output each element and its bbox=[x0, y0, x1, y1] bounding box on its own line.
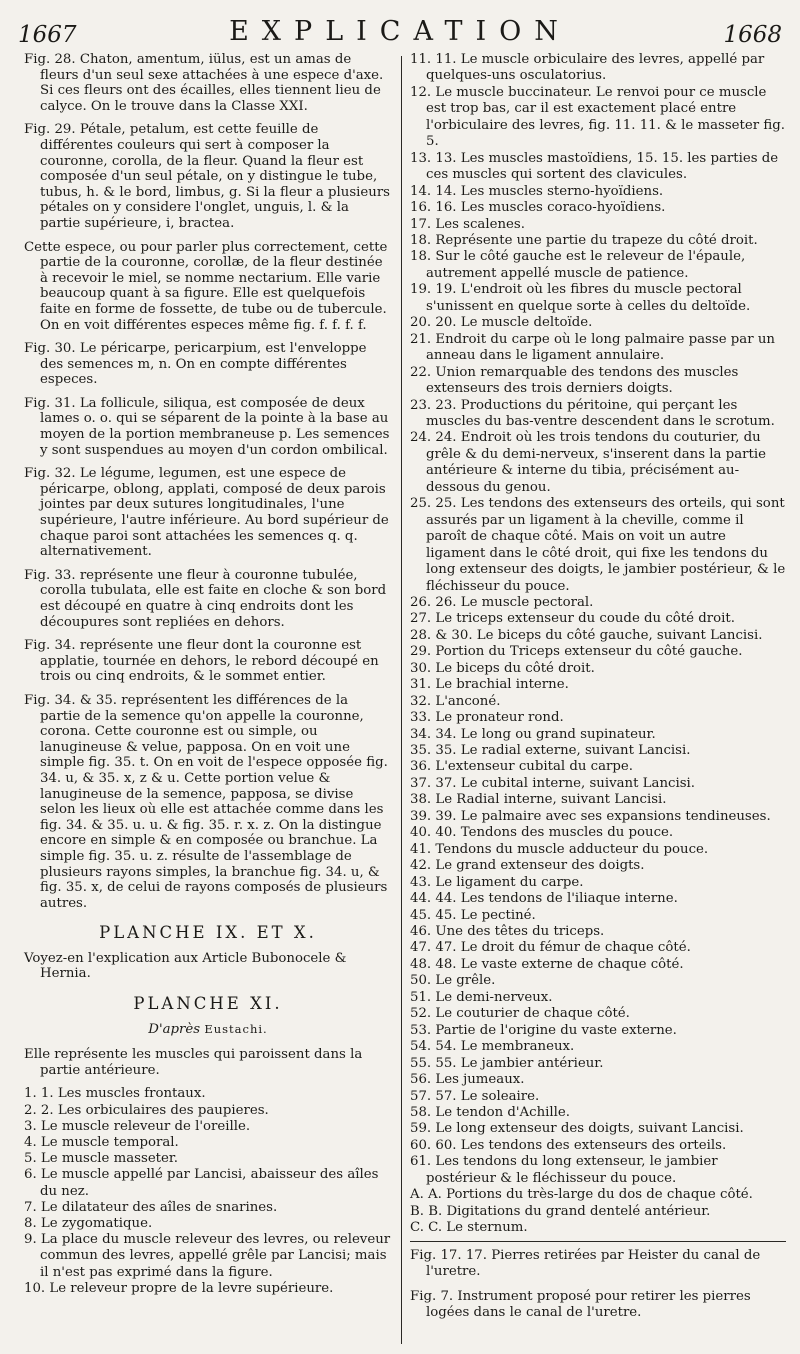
legend-entry: 45. 45. Le pectiné. bbox=[410, 907, 536, 923]
legend-entry: 58. Le tendon d'Achille. bbox=[410, 1105, 571, 1120]
nectarium-paragraph: Cette espece, ou pour parler plus correctement, cette partie de la couronne, corollæ, de la fleur destinée à recevoir le miel, se nomme nectarium. Elle varie beaucoup quant à sa figure. Elle est quelquefois faite en forme de fossette, de tube ou de tubercule. On en voit différentes especes même fig. f. f. f. f. bbox=[24, 239, 388, 333]
fig-32-paragraph: Fig. 32. Le légume, legumen, est une espece de péricarpe, oblong, applati, composé de deux parois jointes par deux sutures longitudinales, l'une supérieure, l'autre inférieure. Au bord supérieur de chaque paroi sont attachées les semences q. q. alternativement. bbox=[24, 466, 389, 560]
legend-entry: 36. L'extenseur cubital du carpe. bbox=[410, 759, 634, 775]
legend-entry: 61. Les tendons du long extenseur, le jambier postérieur & le fléchisseur du pouce. bbox=[410, 1154, 718, 1186]
legend-entry: B. B. Digitations du grand dentelé antérieur. bbox=[410, 1203, 711, 1219]
legend-entry: 18. Représente une partie du trapeze du côté droit. bbox=[410, 232, 758, 248]
source-attribution bbox=[24, 1022, 392, 1038]
legend-entry: 34. 34. Le long ou grand supinateur. bbox=[410, 726, 656, 742]
legend-entry: 50. Le grêle. bbox=[410, 973, 496, 989]
legend-entry: 18. Sur le côté gauche est le releveur de l'épaule, autrement appellé muscle de patience. bbox=[410, 249, 746, 281]
legend-entry: 17. Les scalenes. bbox=[410, 216, 525, 232]
legend-entry: 30. Le biceps du côté droit. bbox=[410, 660, 595, 676]
legend-entry: 5. Le muscle masseter. bbox=[24, 1151, 179, 1167]
legend-entry: 28. & 30. Le biceps du côté gauche, suivant Lancisi. bbox=[410, 627, 763, 643]
legend-entry: 35. 35. Le radial externe, suivant Lancisi. bbox=[410, 743, 691, 759]
legend-entry: 59. Le long extenseur des doigts, suivant Lancisi. bbox=[410, 1121, 744, 1137]
legend-entry: 46. Une des têtes du triceps. bbox=[410, 924, 605, 940]
legend-entry: 53. Partie de l'origine du vaste externe. bbox=[410, 1022, 677, 1038]
legend-entry: 42. Le grand extenseur des doigts. bbox=[410, 858, 645, 874]
fig-29-paragraph: Fig. 29. Pétale, petalum, est cette feuille de différentes couleurs qui sert à composer la couronne, corolla, de la fleur. Quand la fleur est composée d'un seul pétale, on y distingue le tube, tubus, h. & le bord, limbus, g. Si la fleur a plusieurs pétales on y considere l'onglet, unguis, l. & la partie supérieure, i, bractea. bbox=[24, 122, 391, 231]
planche-xi-heading: PLANCHE XI. bbox=[133, 994, 283, 1014]
legend-entry: 6. Le muscle appellé par Lancisi, abaisseur des aîles du nez. bbox=[24, 1167, 379, 1199]
legend-entry: 2. 2. Les orbiculaires des paupieres. bbox=[24, 1102, 269, 1118]
legend-entry: 9. La place du muscle releveur des levres, ou releveur commun des levres, appellé grêle par Lancisi; mais il n'est pas exprimé dans la figure. bbox=[24, 1232, 391, 1280]
legend-entry: 41. Tendons du muscle adducteur du pouce. bbox=[410, 841, 709, 857]
column-divider bbox=[401, 56, 402, 1344]
legend-entry: 23. 23. Productions du péritoine, qui perçant les muscles du bas-ventre descendent dans le scrotum. bbox=[410, 397, 775, 429]
legend-entry: 25. 25. Les tendons des extenseurs des orteils, qui sont assurés par un ligament à la cheville, comme il paroît de chaque côté. Mais on voit un autre ligament dans le côté droit, qui fixe les tendons du long extenseur des doigts, le jambier postérieur, & le fléchisseur du pouce. bbox=[410, 496, 786, 594]
legend-entry: 14. 14. Les muscles sterno-hyoïdiens. bbox=[410, 183, 664, 199]
legend-entry: 20. 20. Le muscle deltoïde. bbox=[410, 315, 593, 331]
fig-34-paragraph: Fig. 34. représente une fleur dont la couronne est applatie, tournée en dehors, le rebord découpé en trois ou cinq endroits, & le sommet entier. bbox=[24, 638, 379, 685]
page-header bbox=[18, 16, 782, 52]
figure-note: Fig. 17. 17. Pierres retirées par Heister du canal de l'uretre. bbox=[410, 1247, 761, 1280]
fig-31-paragraph: Fig. 31. La follicule, siliqua, est composée de deux lames o. o. qui se séparent de la pointe à la base au moyen de la portion membraneuse p. Les semences y sont suspendues au moyen d'un cordon ombilical. bbox=[24, 395, 390, 458]
legend-entry: 43. Le ligament du carpe. bbox=[410, 874, 584, 890]
legend-entry: 39. 39. Le palmaire avec ses expansions tendineuses. bbox=[410, 808, 771, 824]
legend-entry: 57. 57. Le soleaire. bbox=[410, 1088, 540, 1104]
see-also-note: Voyez-en l'explication aux Article Bubonocele & Hernia. bbox=[24, 950, 347, 982]
legend-entry: 40. 40. Tendons des muscles du pouce. bbox=[410, 825, 674, 841]
spacer bbox=[410, 1281, 786, 1289]
left-page-number: 1667 bbox=[18, 22, 77, 48]
legend-entry: 1. 1. Les muscles frontaux. bbox=[24, 1086, 206, 1102]
legend-entry: 44. 44. Les tendons de l'iliaque interne. bbox=[410, 891, 678, 907]
legend-entry: 27. Le triceps extenseur du coude du côté droit. bbox=[410, 611, 735, 627]
fig-28-paragraph: Fig. 28. Chaton, amentum, iülus, est un amas de fleurs d'un seul sexe attachées à une espece d'axe. Si ces fleurs ont des écailles, elles tiennent lieu de calyce. On le trouve dans la Classe XXI. bbox=[24, 52, 384, 114]
source-prefix: D'après bbox=[148, 1021, 205, 1037]
legend-entry: 54. 54. Le membraneux. bbox=[410, 1039, 575, 1055]
legend-entry: 33. Le pronateur rond. bbox=[410, 710, 564, 726]
legend-entry: 48. 48. Le vaste externe de chaque côté. bbox=[410, 956, 684, 972]
legend-entry: 24. 24. Endroit où les trois tendons du couturier, du grêle & du demi-nerveux, s'inserent dans la partie antérieure & interne du tibia, précisément au-dessous du genou. bbox=[410, 430, 766, 495]
legend-entry: 51. Le demi-nerveux. bbox=[410, 989, 553, 1005]
legend-entry: 31. Le brachial interne. bbox=[410, 677, 569, 693]
legend-entry: C. C. Le sternum. bbox=[410, 1220, 528, 1236]
figure-note: Fig. 7. Instrument proposé pour retirer les pierres logées dans le canal de l'uretre. bbox=[410, 1288, 751, 1320]
fig-34-35-paragraph: Fig. 34. & 35. représentent les différences de la partie de la semence qu'on appelle la couronne, corona. Cette couronne est ou simple, ou lanugineuse & velue, papposa. On en voit une simple fig. 35. t. On en voit de l'espece opposée fig. 34. u, & 35. x, z & u. Cette portion velue & lanugineuse de la semence, papposa, se divise selon les lieux où elle est attachée comme dans les fig. 34. & 35. u. u. & fig. 35. r. x. z. On la distingue encore en simple & en composée ou branchue. La simple fig. 35. u. z. résulte de l'assemblage de plusieurs rayons simples, la branchue fig. 34. u, & fig. 35. x, de celui de rayons composés de plusieurs autres. bbox=[24, 692, 388, 911]
section-rule bbox=[410, 1241, 786, 1242]
fig-33-paragraph: Fig. 33. représente une fleur à couronne tubulée, corolla tubulata, elle est faite en cloche & son bord est découpé en quatre à cinq endroits dont les découpures sont repliées en dehors. bbox=[24, 567, 387, 630]
legend-entry: 16. 16. Les muscles coraco-hyoïdiens. bbox=[410, 200, 666, 216]
legend-entry: 32. L'anconé. bbox=[410, 693, 501, 709]
legend-entry: 22. Union remarquable des tendons des muscles extenseurs des trois derniers doigts. bbox=[410, 364, 739, 397]
legend-entry: 47. 47. Le droit du fémur de chaque côté. bbox=[410, 940, 691, 956]
legend-entry: 12. Le muscle buccinateur. Le renvoi pour ce muscle est trop bas, car il est exactement placé entre l'orbiculaire des levres, fig. 11. 11. & le masseter fig. 5. bbox=[410, 84, 785, 150]
legend-entry: 60. 60. Les tendons des extenseurs des orteils. bbox=[410, 1137, 727, 1153]
legend-entry: 37. 37. Le cubital interne, suivant Lancisi. bbox=[410, 775, 696, 791]
right-page-number: 1668 bbox=[723, 22, 782, 48]
planche-ix-x-heading: PLANCHE IX. ET X. bbox=[99, 923, 317, 943]
legend-entry: 29. Portion du Triceps extenseur du côté gauche. bbox=[410, 644, 743, 660]
page-title: EXPLICATION bbox=[229, 16, 571, 47]
legend-entry: 3. Le muscle releveur de l'oreille. bbox=[24, 1118, 251, 1134]
legend-entry: A. A. Portions du très-large du dos de chaque côté. bbox=[410, 1187, 753, 1203]
left-column bbox=[24, 52, 392, 1297]
legend-entry: 19. 19. L'endroit où les fibres du muscle pectoral s'unissent en quelque sorte à celles du deltoïde. bbox=[410, 282, 751, 314]
right-column bbox=[410, 52, 786, 1321]
legend-entry: 56. Les jumeaux. bbox=[410, 1072, 525, 1088]
plate-intro: Elle représente les muscles qui paroissent dans la partie antérieure. bbox=[24, 1047, 363, 1078]
legend-entry: 7. Le dilatateur des aîles de snarines. bbox=[24, 1199, 278, 1215]
legend-entry: 21. Endroit du carpe où le long palmaire passe par un anneau dans le ligament annulaire. bbox=[410, 331, 775, 364]
legend-entry: 11. 11. Le muscle orbiculaire des levres, appellé par quelques-uns osculatorius. bbox=[410, 52, 765, 84]
legend-entry: 10. Le releveur propre de la levre supérieure. bbox=[24, 1280, 334, 1296]
legend-entry: 13. 13. Les muscles mastoïdiens, 15. 15. les parties de ces muscles qui sortent des clavicules. bbox=[410, 150, 779, 183]
fig-30-paragraph: Fig. 30. Le péricarpe, pericarpium, est l'enveloppe des semences m, n. On en compte différentes especes. bbox=[24, 341, 367, 388]
legend-entry: 8. Le zygomatique. bbox=[24, 1216, 153, 1232]
legend-entry: 38. Le Radial interne, suivant Lancisi. bbox=[410, 792, 667, 808]
legend-entry: 52. Le couturier de chaque côté. bbox=[410, 1006, 630, 1022]
legend-entry: 4. Le muscle temporal. bbox=[24, 1135, 179, 1151]
legend-entry: 26. 26. Le muscle pectoral. bbox=[410, 594, 594, 610]
source-name: Eustachi. bbox=[204, 1021, 268, 1036]
legend-entry: 55. 55. Le jambier antérieur. bbox=[410, 1055, 604, 1071]
